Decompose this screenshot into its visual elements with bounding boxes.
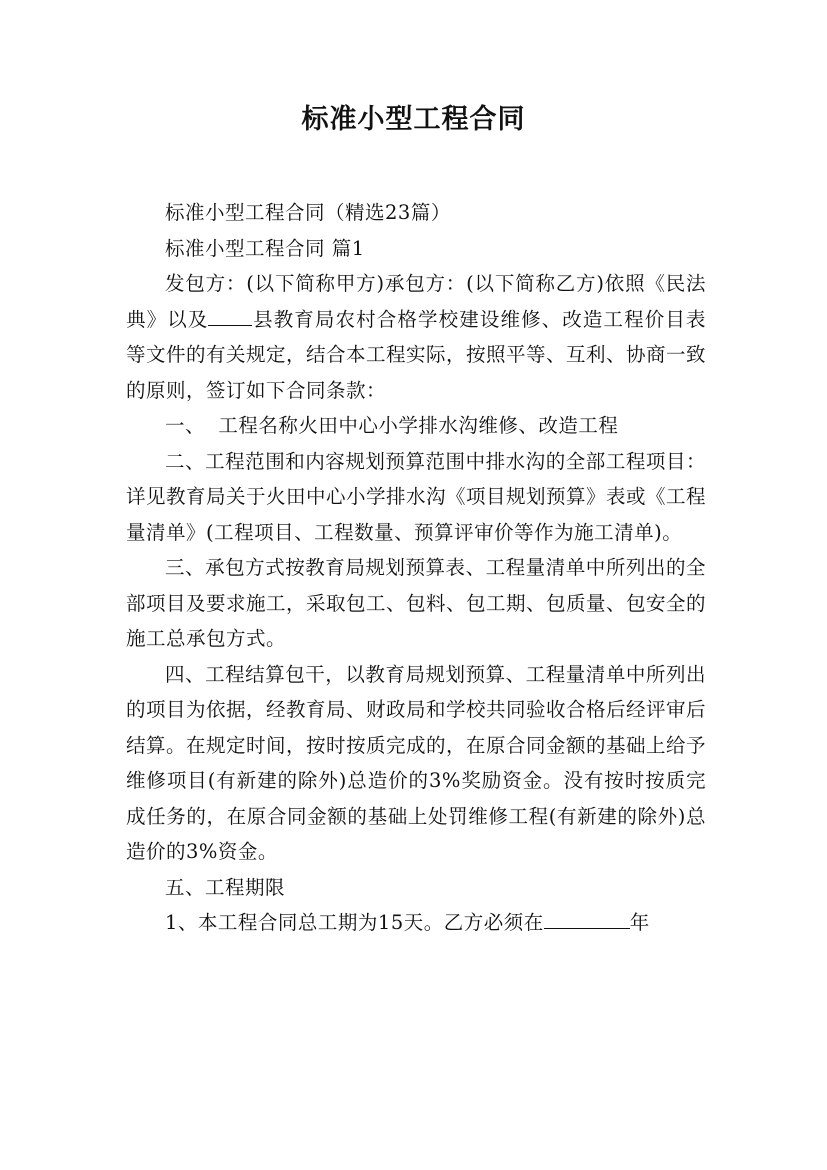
document-title: 标准小型工程合同 [301,104,526,135]
paragraph-scope: 二、工程范围和内容规划预算范围中排水沟的全部工程项目：详见教育局关于火田中心小学排水沟《项目规划预算》表或《工程量清单》(工程项目、工程数量、预算评审价等作为施工清单)。 [126,449,707,544]
section-heading: 标准小型工程合同 篇1 [165,236,365,260]
paragraph-period-part2: 年 [629,911,650,934]
paragraph-parties [126,266,706,408]
blank-year [544,906,630,929]
document-body [126,195,706,941]
document-subtitle: 标准小型工程合同（精选23篇） [165,201,451,224]
paragraph-contract-method: 三、承包方式按教育局规划预算表、工程量清单中所列出的全部项目及要求施工，采取包工、包料、包工期、包质量、包安全的施工总承包方式。 [126,556,707,650]
paragraph-parties-part1: 发包方：(以下简称甲方)承包方：(以下简称乙方)依照《民法典》以及 [126,272,706,331]
blank-county-name [208,303,252,326]
paragraph-settlement: 四、工程结算包干，以教育局规划预算、工程量清单中所列出的项目为依据，经教育局、财政局和学校共同验收合格后经评审后结算。在规定时间，按时按质完成的，在原合同金额的基础上给予维修项目(有新建的除外)总造价的3%奖励资金。没有按时按质完成任务的，在原合同金额的基础上处罚维修工程(有新建的除外)总造价的3%资金。 [126,662,707,863]
paragraph-period-detail [126,905,706,941]
paragraph-parties-part2: 县教育局农村合格学校建设维修、改造工程价目表等文件的有关规定，结合本工程实际，按照平等、互利、协商一致的原则，签订如下合同条款： [126,307,707,402]
paragraph-period-heading: 五、工程期限 [165,875,286,899]
paragraph-project-name: 一、 工程名称火田中心小学排水沟维修、改造工程 [165,414,619,437]
paragraph-period-part1: 1、本工程合同总工期为15天。乙方必须在 [165,911,544,934]
